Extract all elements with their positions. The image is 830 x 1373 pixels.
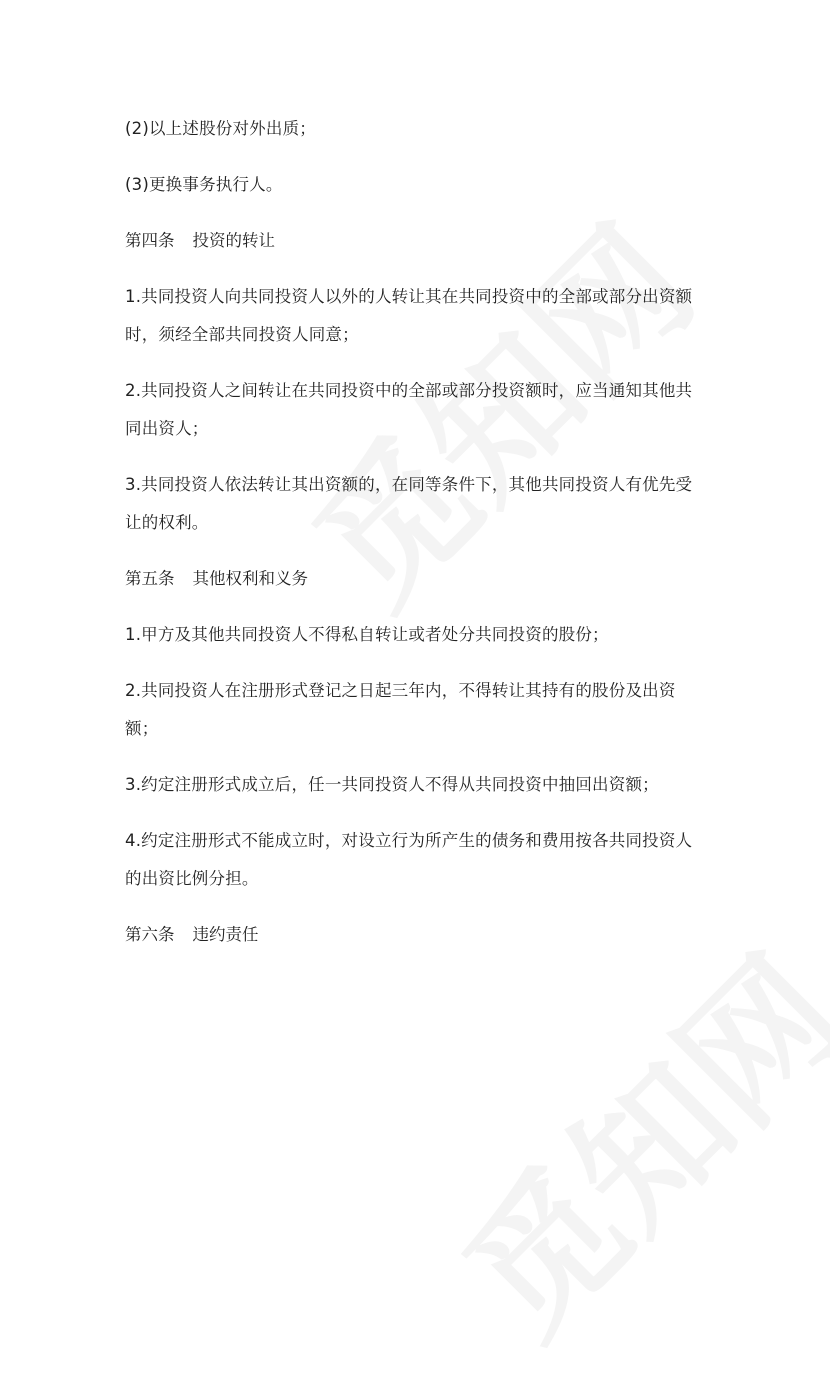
paragraph-transfer-3: 3.共同投资人依法转让其出资额的，在同等条件下，其他共同投资人有优先受让的权利。 bbox=[125, 475, 693, 532]
paragraph-transfer-2: 2.共同投资人之间转让在共同投资中的全部或部分投资额时，应当通知其他共同出资人； bbox=[125, 381, 693, 438]
section-title: 投资的转让 bbox=[192, 231, 275, 250]
section-number: 第五条 bbox=[125, 569, 175, 588]
paragraph-item-3: (3)更换事务执行人。 bbox=[125, 175, 283, 194]
section-heading-6 bbox=[125, 916, 705, 954]
paragraph-rights-3: 3.约定注册形式成立后，任一共同投资人不得从共同投资中抽回出资额； bbox=[125, 775, 659, 794]
section-number: 第六条 bbox=[125, 925, 175, 944]
paragraph-rights-4: 4.约定注册形式不能成立时，对设立行为所产生的债务和费用按各共同投资人的出资比例分担。 bbox=[125, 831, 693, 888]
paragraph-rights-2: 2.共同投资人在注册形式登记之日起三年内，不得转让其持有的股份及出资额； bbox=[125, 681, 676, 738]
section-title: 违约责任 bbox=[192, 925, 259, 944]
section-heading-4 bbox=[125, 222, 705, 260]
section-heading-5 bbox=[125, 560, 705, 598]
section-title: 其他权利和义务 bbox=[192, 569, 308, 588]
paragraph-transfer-1: 1.共同投资人向共同投资人以外的人转让其在共同投资中的全部或部分出资额时，须经全部共同投资人同意； bbox=[125, 287, 693, 344]
document-body bbox=[125, 110, 705, 972]
section-number: 第四条 bbox=[125, 231, 175, 250]
watermark bbox=[410, 903, 830, 1373]
paragraph-rights-1: 1.甲方及其他共同投资人不得私自转让或者处分共同投资的股份； bbox=[125, 625, 609, 644]
paragraph-item-2: (2)以上述股份对外出质； bbox=[125, 119, 316, 138]
